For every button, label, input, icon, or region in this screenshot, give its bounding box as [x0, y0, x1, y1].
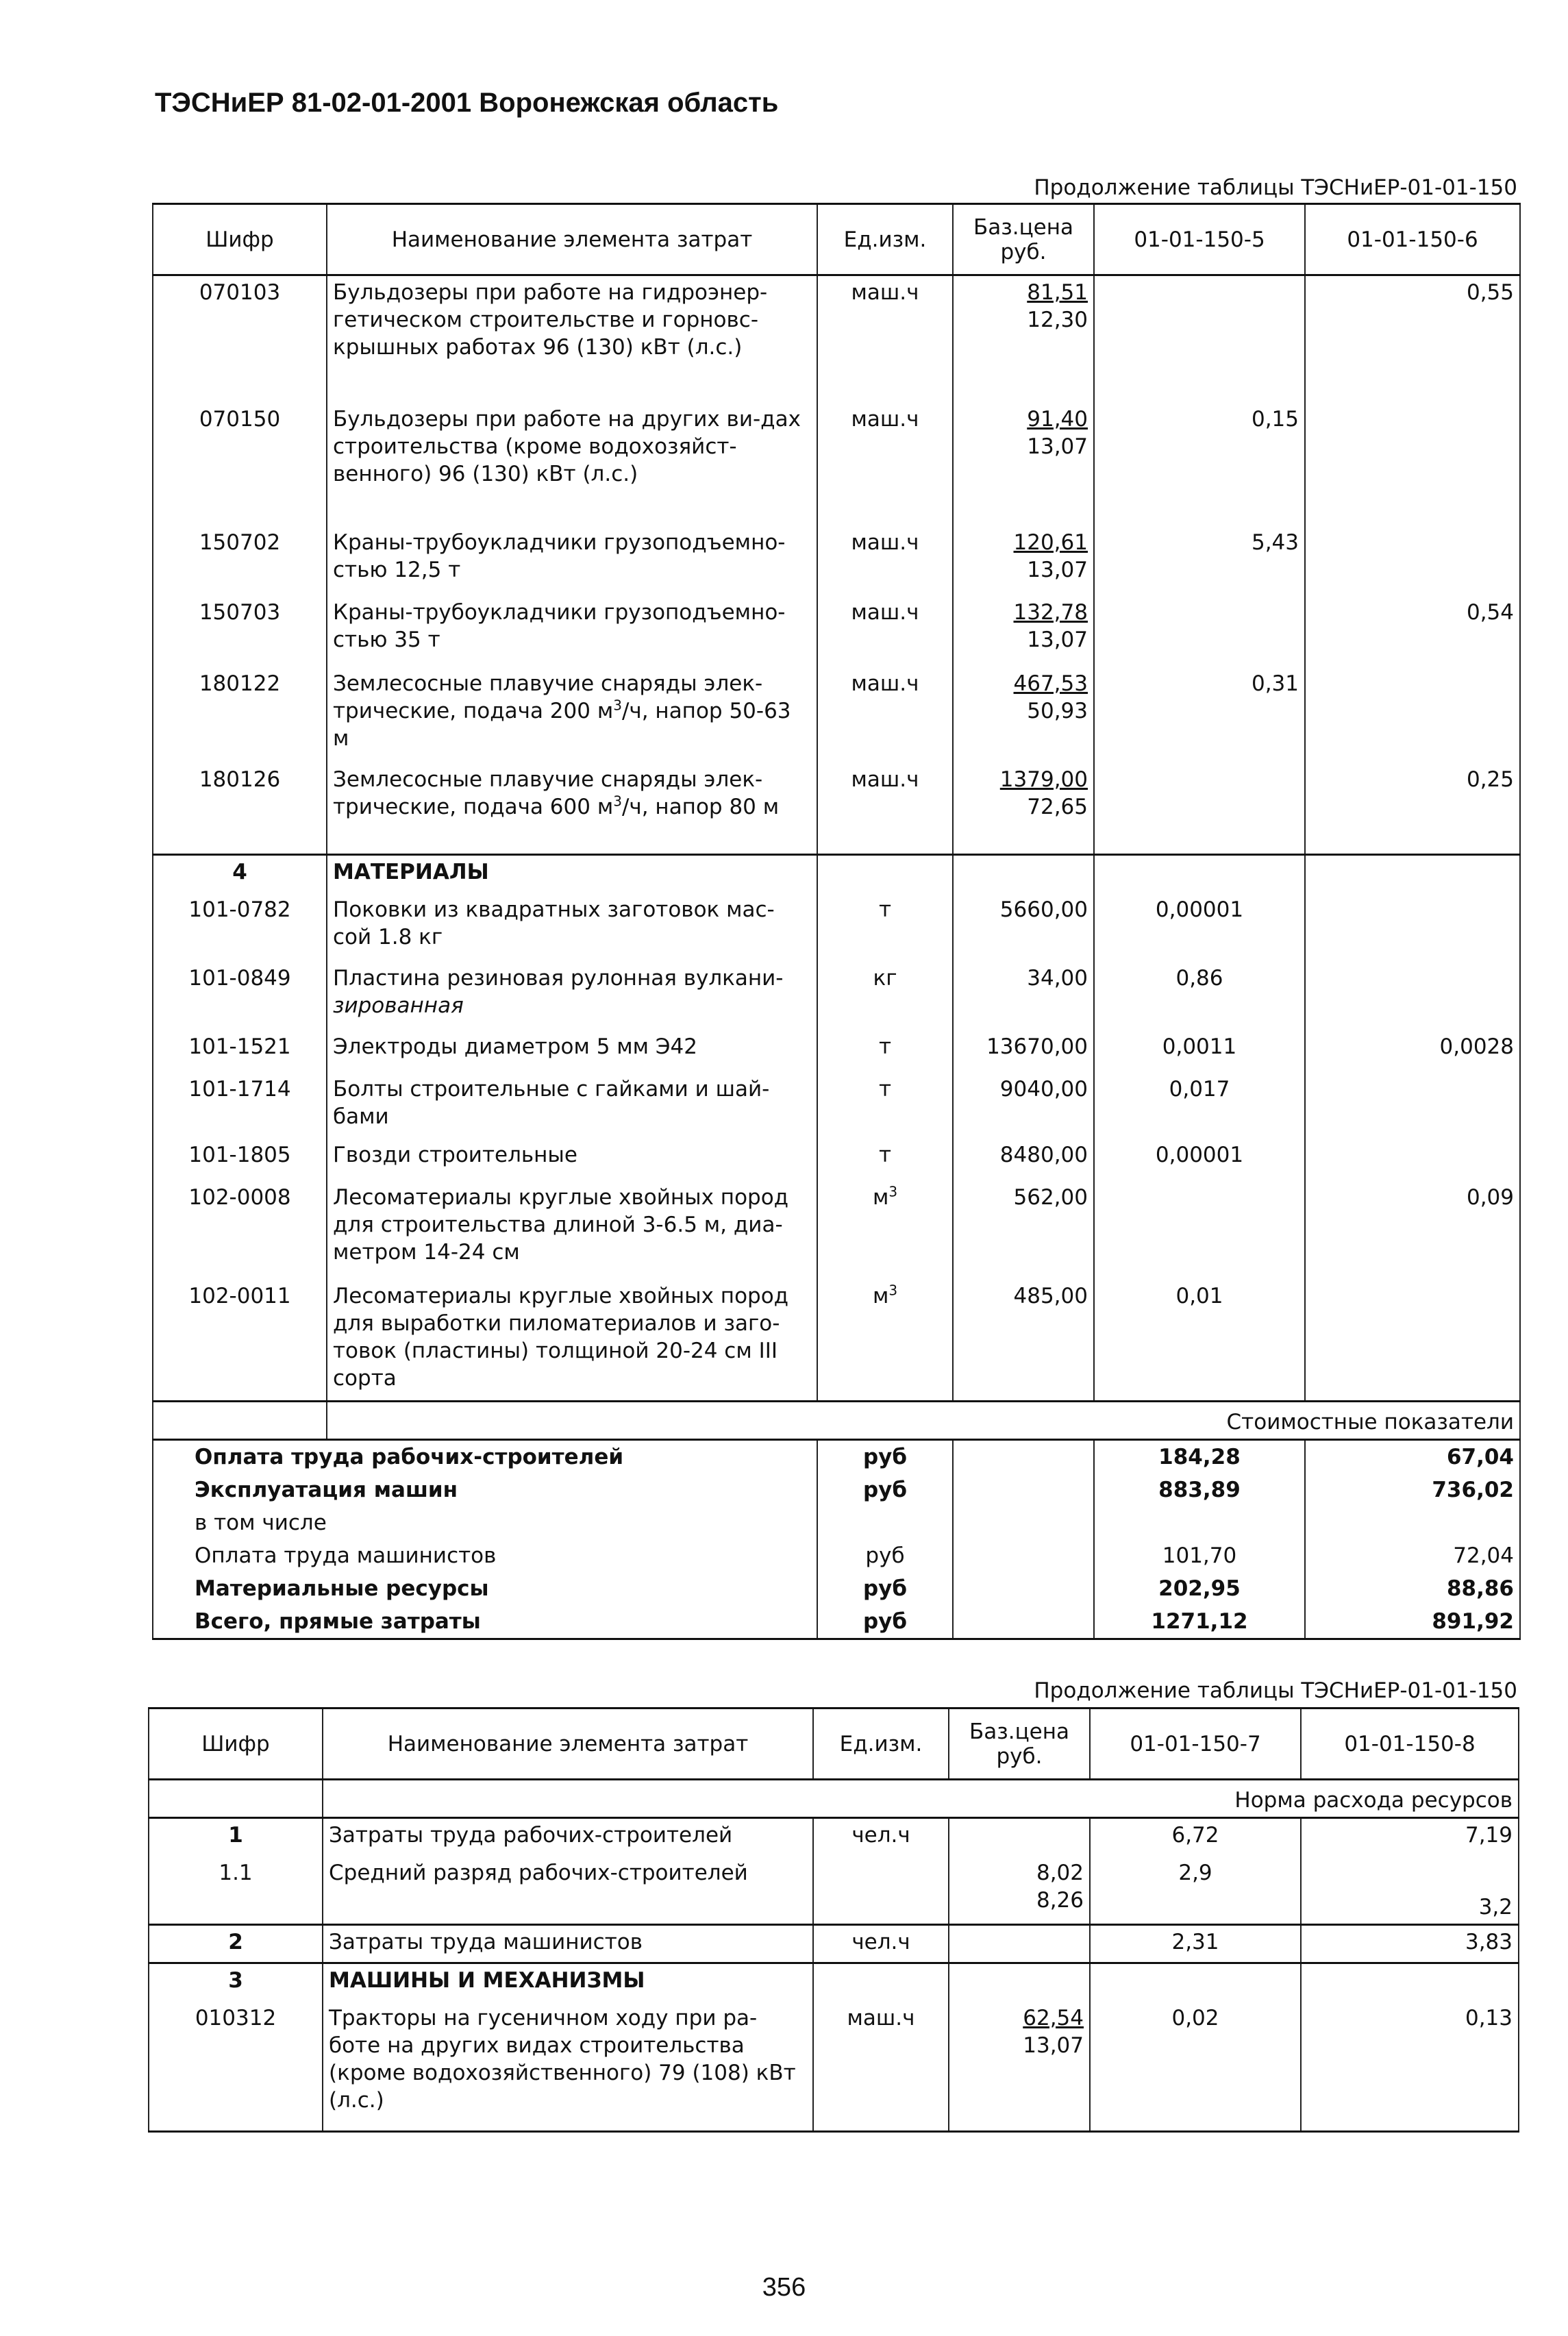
row-value-a: 5,43	[1094, 526, 1305, 596]
row-unit: маш.ч	[817, 763, 953, 855]
table-row	[149, 2002, 1519, 2132]
row-code: 101-0782	[153, 893, 327, 962]
row-value-b: 3,83	[1301, 1925, 1519, 1963]
summary-name: Всего, прямые затраты	[153, 1605, 817, 1639]
row-code: 070150	[153, 403, 327, 526]
header-code: Шифр	[149, 1708, 323, 1780]
row-price: 485,00	[953, 1280, 1094, 1402]
table2	[148, 1707, 1519, 2133]
row-price: 562,00	[953, 1181, 1094, 1280]
row-price: 8480,00	[953, 1139, 1094, 1181]
row-value-b	[1305, 962, 1520, 1030]
row-unit: маш.ч	[817, 526, 953, 596]
row-price: 5660,00	[953, 893, 1094, 962]
row-name: Гвозди строительные	[327, 1139, 817, 1181]
row-value-b	[1305, 1280, 1520, 1402]
row-unit: кг	[817, 962, 953, 1030]
row-code: 1	[149, 1818, 323, 1856]
section-title: МАШИНЫ И МЕХАНИЗМЫ	[323, 1963, 813, 2002]
cost-label: Стоимостные показатели	[327, 1402, 1520, 1440]
summary-unit	[817, 1506, 953, 1539]
row-name: Болты строительные с гайками и шай-бами	[327, 1073, 817, 1139]
row-name: Краны-трубоукладчики грузоподъемно-стью 35 т	[327, 596, 817, 667]
row-name: Затраты труда рабочих-строителей	[323, 1818, 813, 1856]
table-row	[153, 763, 1520, 855]
row-code: 101-1805	[153, 1139, 327, 1181]
row-name: Землесосные плавучие снаряды элек-трические, подача 200 $м^3/ч$, напор 50-63 м	[327, 667, 817, 763]
row-value-b: 3,2	[1301, 1856, 1519, 1925]
table-row	[153, 1139, 1520, 1181]
section-row-machines	[149, 1963, 1519, 2002]
table-row	[149, 1925, 1519, 1963]
row-price: 81,51 12,30	[953, 275, 1094, 403]
summary-row	[153, 1440, 1520, 1474]
table-row	[153, 1073, 1520, 1139]
summary-row	[153, 1539, 1520, 1572]
row-code: 101-1521	[153, 1030, 327, 1073]
summary-unit: руб	[817, 1474, 953, 1506]
row-code: 180126	[153, 763, 327, 855]
summary-row	[153, 1474, 1520, 1506]
summary-unit: руб	[817, 1539, 953, 1572]
row-code: 102-0011	[153, 1280, 327, 1402]
header-price: Баз.цена руб.	[953, 204, 1094, 275]
row-code: 150703	[153, 596, 327, 667]
row-name: Затраты труда машинистов	[323, 1925, 813, 1963]
row-value-a	[1094, 275, 1305, 403]
row-unit: маш.ч	[813, 2002, 949, 2132]
header-col-a: 01-01-150-7	[1090, 1708, 1301, 1780]
table-row	[153, 275, 1520, 403]
row-name: Электроды диаметром 5 мм Э42	[327, 1030, 817, 1073]
row-code: 1.1	[149, 1856, 323, 1925]
section-title: МАТЕРИАЛЫ	[327, 855, 817, 893]
table-row	[149, 1818, 1519, 1856]
norm-label-row	[149, 1780, 1519, 1818]
header-name: Наименование элемента затрат	[323, 1708, 813, 1780]
row-value-b: 0,13	[1301, 2002, 1519, 2132]
row-name: Лесоматериалы круглые хвойных пород для строительства длиной 3-6.5 м, диа-метром 14-24 см	[327, 1181, 817, 1280]
table-row	[153, 596, 1520, 667]
summary-unit: руб	[817, 1605, 953, 1639]
row-unit: маш.ч	[817, 667, 953, 763]
summary-unit: руб	[817, 1572, 953, 1605]
row-value-b	[1305, 893, 1520, 962]
row-code: 2	[149, 1925, 323, 1963]
row-value-a: 0,00001	[1094, 1139, 1305, 1181]
row-unit: $м^3$	[817, 1181, 953, 1280]
summary-value-a	[1094, 1506, 1305, 1539]
row-value-b	[1305, 1139, 1520, 1181]
row-unit: маш.ч	[817, 403, 953, 526]
row-code: 150702	[153, 526, 327, 596]
summary-value-a: 101,70	[1094, 1539, 1305, 1572]
row-value-b: 0,55	[1305, 275, 1520, 403]
row-unit: маш.ч	[817, 275, 953, 403]
table-row	[153, 893, 1520, 962]
row-price: 8,02 8,26	[949, 1856, 1090, 1925]
section-code: 3	[149, 1963, 323, 2002]
row-name: Бульдозеры при работе на других ви-дах строительства (кроме водохозяйст-венного) 96 (130) кВт (л.с.)	[327, 403, 817, 526]
row-value-a	[1094, 596, 1305, 667]
summary-unit: руб	[817, 1440, 953, 1474]
header-col-b: 01-01-150-6	[1305, 204, 1520, 275]
row-price	[949, 1925, 1090, 1963]
summary-name: Эксплуатация машин	[153, 1474, 817, 1506]
summary-row	[153, 1572, 1520, 1605]
row-price: 467,53 50,93	[953, 667, 1094, 763]
row-unit: маш.ч	[817, 596, 953, 667]
row-unit	[813, 1856, 949, 1925]
header-price: Баз.цена руб.	[949, 1708, 1090, 1780]
table-row	[153, 403, 1520, 526]
row-value-a: 0,00001	[1094, 893, 1305, 962]
summary-name: Материальные ресурсы	[153, 1572, 817, 1605]
row-value-a: 0,02	[1090, 2002, 1301, 2132]
row-name: Лесоматериалы круглые хвойных пород для выработки пиломатериалов и заго-товок (пластины) толщиной 20-24 см III сорта	[327, 1280, 817, 1402]
row-code: 101-0849	[153, 962, 327, 1030]
cost-label-row	[153, 1402, 1520, 1440]
row-value-a: 0,017	[1094, 1073, 1305, 1139]
summary-name: Оплата труда машинистов	[153, 1539, 817, 1572]
row-value-b: 0,25	[1305, 763, 1520, 855]
section-code: 4	[153, 855, 327, 893]
summary-row	[153, 1506, 1520, 1539]
summary-value-a: 883,89	[1094, 1474, 1305, 1506]
row-price: 1379,00 72,65	[953, 763, 1094, 855]
row-price	[949, 1818, 1090, 1856]
row-value-a: 2,9	[1090, 1856, 1301, 1925]
summary-name: в том числе	[153, 1506, 817, 1539]
document-title: ТЭСНиЕР 81-02-01-2001 Воронежская область	[155, 88, 779, 118]
row-unit: чел.ч	[813, 1818, 949, 1856]
table1-caption: Продолжение таблицы ТЭСНиЕР-01-01-150	[1034, 175, 1517, 200]
table-row	[153, 962, 1520, 1030]
summary-value-b: 891,92	[1305, 1605, 1520, 1639]
header-code: Шифр	[153, 204, 327, 275]
summary-value-a: 1271,12	[1094, 1605, 1305, 1639]
row-value-a: 0,01	[1094, 1280, 1305, 1402]
row-unit: т	[817, 1139, 953, 1181]
row-name: Средний разряд рабочих-строителей	[323, 1856, 813, 1925]
row-value-b: 0,0028	[1305, 1030, 1520, 1073]
summary-row	[153, 1605, 1520, 1639]
row-unit: т	[817, 1073, 953, 1139]
row-value-a	[1094, 763, 1305, 855]
table1-header-row	[153, 204, 1520, 275]
row-value-a: 0,15	[1094, 403, 1305, 526]
row-code: 101-1714	[153, 1073, 327, 1139]
header-unit: Ед.изм.	[813, 1708, 949, 1780]
row-value-b: 0,09	[1305, 1181, 1520, 1280]
header-col-a: 01-01-150-5	[1094, 204, 1305, 275]
row-code: 102-0008	[153, 1181, 327, 1280]
row-name: Землесосные плавучие снаряды элек-трические, подача 600 $м^3/ч$, напор 80 м	[327, 763, 817, 855]
summary-value-b: 88,86	[1305, 1572, 1520, 1605]
row-price: 9040,00	[953, 1073, 1094, 1139]
table2-caption: Продолжение таблицы ТЭСНиЕР-01-01-150	[1034, 1678, 1517, 1703]
row-value-b	[1305, 1073, 1520, 1139]
row-name: Пластина резиновая рулонная вулкани- зированная	[327, 962, 817, 1030]
row-price: 13670,00	[953, 1030, 1094, 1073]
row-name: Краны-трубоукладчики грузоподъемно-стью 12,5 т	[327, 526, 817, 596]
table-row	[153, 526, 1520, 596]
row-unit: т	[817, 893, 953, 962]
row-value-b	[1305, 526, 1520, 596]
row-value-b: 0,54	[1305, 596, 1520, 667]
row-value-a: 0,0011	[1094, 1030, 1305, 1073]
row-name: Поковки из квадратных заготовок мас-сой 1.8 кг	[327, 893, 817, 962]
row-value-a	[1094, 1181, 1305, 1280]
row-price: 120,61 13,07	[953, 526, 1094, 596]
table-row	[153, 1181, 1520, 1280]
row-value-a: 0,31	[1094, 667, 1305, 763]
summary-value-b	[1305, 1506, 1520, 1539]
row-price: 91,40 13,07	[953, 403, 1094, 526]
row-code: 010312	[149, 2002, 323, 2132]
table-row	[153, 1280, 1520, 1402]
summary-value-b: 72,04	[1305, 1539, 1520, 1572]
row-code: 180122	[153, 667, 327, 763]
header-unit: Ед.изм.	[817, 204, 953, 275]
row-price: 132,78 13,07	[953, 596, 1094, 667]
table-row	[149, 1856, 1519, 1925]
section-row-materials	[153, 855, 1520, 893]
row-value-a: 0,86	[1094, 962, 1305, 1030]
row-name: Бульдозеры при работе на гидроэнер-гетическом строительстве и горновс-крышных работах 96 (130) кВт (л.с.)	[327, 275, 817, 403]
summary-name: Оплата труда рабочих-строителей	[153, 1440, 817, 1474]
row-code: 070103	[153, 275, 327, 403]
row-unit: чел.ч	[813, 1925, 949, 1963]
row-unit: $м^3$	[817, 1280, 953, 1402]
header-name: Наименование элемента затрат	[327, 204, 817, 275]
row-value-a: 2,31	[1090, 1925, 1301, 1963]
table-row	[153, 1030, 1520, 1073]
summary-value-b: 67,04	[1305, 1440, 1520, 1474]
row-unit: т	[817, 1030, 953, 1073]
row-value-b: 7,19	[1301, 1818, 1519, 1856]
table2-header-row	[149, 1708, 1519, 1780]
row-price: 62,54 13,07	[949, 2002, 1090, 2132]
row-value-b	[1305, 403, 1520, 526]
table1	[152, 203, 1521, 1640]
row-name: Тракторы на гусеничном ходу при ра-боте на других видах строительства (кроме водохозяйственного) 79 (108) кВт (л.с.)	[323, 2002, 813, 2132]
table-row	[153, 667, 1520, 763]
row-price: 34,00	[953, 962, 1094, 1030]
row-value-b	[1305, 667, 1520, 763]
summary-value-b: 736,02	[1305, 1474, 1520, 1506]
summary-value-a: 202,95	[1094, 1572, 1305, 1605]
norm-label: Норма расхода ресурсов	[323, 1780, 1519, 1818]
header-col-b: 01-01-150-8	[1301, 1708, 1519, 1780]
page-number: 356	[762, 2273, 806, 2302]
row-value-a: 6,72	[1090, 1818, 1301, 1856]
summary-value-a: 184,28	[1094, 1440, 1305, 1474]
